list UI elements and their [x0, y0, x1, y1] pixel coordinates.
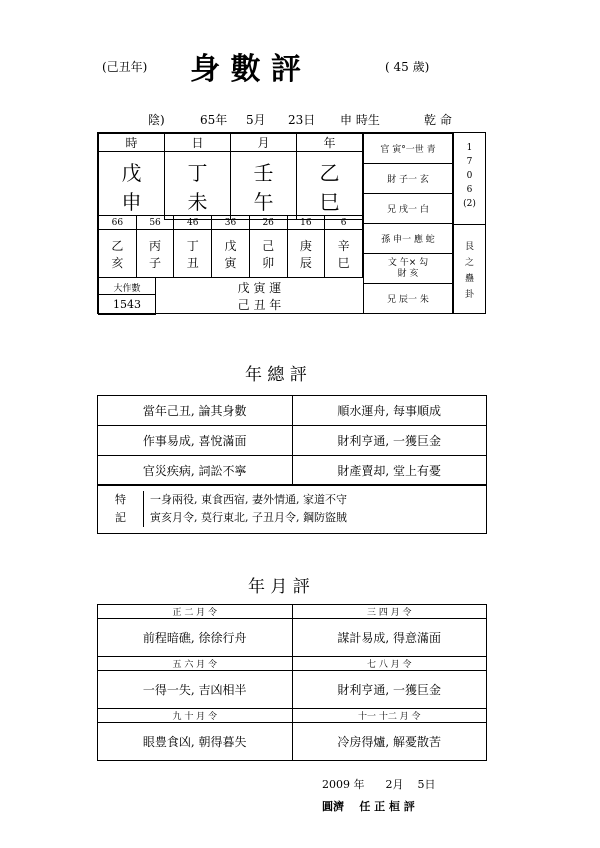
pillar-branch: 巳 [319, 189, 340, 214]
annual-left: 官災疾病, 詞訟不寧 [98, 456, 293, 486]
annual-title: 年 總 評 [245, 365, 307, 385]
gua-char: 之 [464, 258, 474, 268]
annual-left: 當年己丑, 論其身數 [98, 396, 293, 426]
year-tag: (己丑年) [102, 60, 148, 74]
month-head: 正 二 月 令 [98, 605, 293, 619]
month-head: 三 四 月 令 [292, 605, 487, 619]
footer-date: 2009 年 2月 5日 [322, 778, 436, 791]
birth-calendar: 陰) [148, 113, 165, 127]
gua-line: 官 寅°一世 青 [364, 134, 453, 164]
note-line: 寅亥月令, 莫行東北, 子丑月令, 鋼防盜賊 [150, 511, 347, 524]
monthly-title: 年 月 評 [248, 577, 310, 597]
gua-line: 文 午× 勾 財 亥 [364, 254, 453, 284]
luck-age: 26 [249, 216, 287, 230]
gua-number [453, 133, 485, 225]
month-text: 眼豊食凶, 朝得暮失 [98, 723, 293, 761]
luck-stem: 辛 [337, 238, 350, 253]
month-head: 五 六 月 令 [98, 657, 293, 671]
luck-stem: 乙 [111, 238, 124, 253]
month-head: 十一 十二 月 令 [292, 709, 487, 723]
pillar-branch: 申 [121, 189, 142, 214]
luck-branch: 卯 [262, 255, 275, 270]
pillar-label: 年 [297, 134, 363, 152]
footer-signature: 圓濟 任 正 桓 評 [322, 800, 415, 813]
annual-left: 作事易成, 喜悅滿面 [98, 426, 293, 456]
pillar-stem: 丁 [187, 160, 208, 185]
luck-age: 66 [99, 216, 137, 230]
luck-stem: 己 [262, 238, 275, 253]
note-label-char: 記 [115, 511, 126, 524]
gua-char: 蠱 [464, 274, 474, 284]
luck-branch: 子 [149, 255, 162, 270]
birth-sex: 乾 命 [424, 113, 452, 127]
luck-branch: 巳 [337, 255, 350, 270]
luck-stem: 丙 [149, 238, 162, 253]
gua-digit: 7 [466, 157, 473, 167]
note-label [98, 491, 144, 527]
pillar-branch: 未 [187, 189, 208, 214]
note-line: 一身兩役, 東食西宿, 妻外情通, 家道不守 [150, 493, 347, 506]
age-tag: ( 45 歲) [385, 60, 430, 74]
taejak-label: 大作數 [99, 281, 155, 295]
annual-right: 財利亨通, 一獲巨金 [292, 426, 487, 456]
special-note [97, 484, 487, 534]
luck-stem: 丁 [186, 238, 199, 253]
month-text: 冷房得爐, 解憂散苦 [292, 723, 487, 761]
saju-chart [97, 132, 486, 314]
luck-stem: 戊 [224, 238, 237, 253]
birth-hour: 申 時生 [340, 113, 380, 127]
page-title: 身 數 評 [190, 52, 301, 87]
annual-right: 財產賣却, 堂上有憂 [292, 456, 487, 486]
gua-char: 卦 [464, 290, 474, 300]
note-lines [150, 491, 347, 527]
pillar-stem: 乙 [319, 160, 340, 185]
gua-line: 兄 辰一 朱 [364, 284, 453, 314]
gua-line: 孫 申一 應 蛇 [364, 224, 453, 254]
gua-char: 艮 [464, 242, 474, 252]
luck-branch: 辰 [299, 255, 312, 270]
pillar-label: 日 [165, 134, 231, 152]
pillar-stem: 戊 [121, 160, 142, 185]
month-text: 前程暗礁, 徐徐行舟 [98, 619, 293, 657]
month-text: 一得一失, 吉凶相半 [98, 671, 293, 709]
luck-age: 6 [325, 216, 363, 230]
luck-branch: 寅 [224, 255, 237, 270]
pillar-branch: 午 [253, 189, 274, 214]
luck-age: 16 [287, 216, 325, 230]
gua-digit: (2) [463, 199, 476, 209]
luck-branch: 丑 [186, 255, 199, 270]
taejak-line2: 己 丑 年 [237, 298, 282, 312]
luck-branch: 亥 [111, 255, 124, 270]
gua-digit: 6 [466, 185, 473, 195]
gua-line: 兄 戌一 白 [364, 194, 453, 224]
month-text: 財利亨通, 一獲巨金 [292, 671, 487, 709]
luck-age: 46 [174, 216, 212, 230]
taejak-line1: 戊 寅 運 [237, 281, 282, 295]
gua-digit: 1 [466, 143, 473, 153]
gua-line: 財 子一 玄 [364, 164, 453, 194]
pillar-label: 時 [99, 134, 165, 152]
note-label-char: 特 [115, 493, 126, 506]
taejak-value: 1543 [113, 298, 141, 311]
gua-digit: 0 [466, 171, 473, 181]
pillar-label: 月 [231, 134, 297, 152]
birth-month: 5月 [246, 113, 266, 127]
luck-age: 56 [136, 216, 174, 230]
month-head: 七 八 月 令 [292, 657, 487, 671]
month-text: 謀計易成, 得意滿面 [292, 619, 487, 657]
annual-right: 順水運舟, 每事順成 [292, 396, 487, 426]
luck-age: 36 [212, 216, 250, 230]
birth-year: 65年 [200, 113, 228, 127]
birth-day: 23日 [288, 113, 316, 127]
pillar-stem: 壬 [253, 160, 274, 185]
month-head: 九 十 月 令 [98, 709, 293, 723]
luck-stem: 庚 [299, 238, 312, 253]
gua-name [453, 225, 485, 313]
